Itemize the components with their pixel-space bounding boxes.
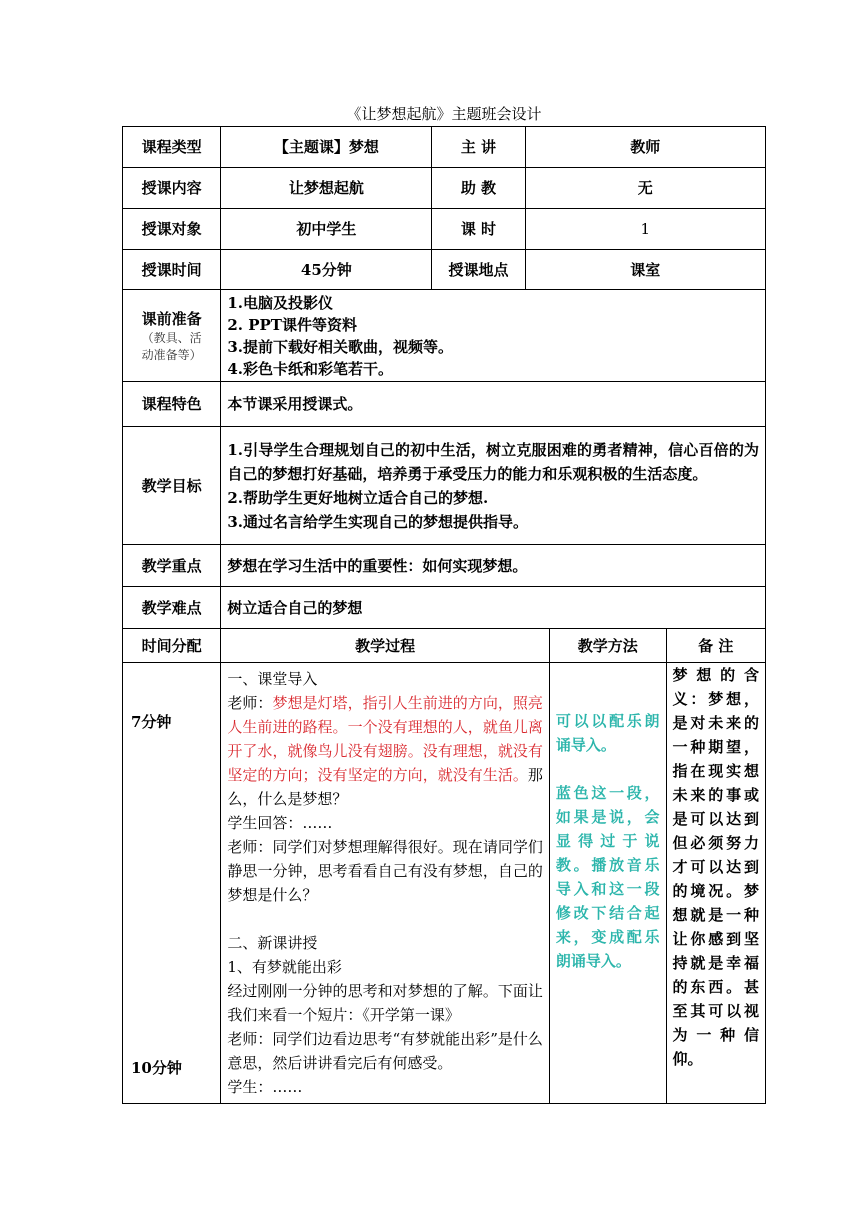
process-student-answer: 学生回答：…… [227,814,333,832]
time-allocation-cell [123,663,221,1104]
row-goals [123,427,766,545]
label-prep [123,290,221,382]
value-feature: 本节课采用授课式。 [221,382,766,427]
label-difficulty: 教学难点 [123,587,221,629]
method-note-2: 蓝色这一段，如果是说，会显得过于说教。播放音乐导入和这一段修改下结合起来，变成配乐朗诵导入。 [555,784,660,970]
value-audience: 初中学生 [221,209,432,250]
note-cell [666,663,765,1104]
time-segment-2: 10分钟 [131,1059,182,1077]
row-course-type [123,127,766,168]
label-time: 授课时间 [123,250,221,290]
value-time: 45分钟 [221,250,432,290]
row-key [123,545,766,587]
label-periods: 课 时 [432,209,525,250]
speaker-label: 老师： [227,694,273,712]
process-teacher-video: 老师：同学们边看边思考“有梦就能出彩”是什么意思，然后讲讲看完后有何感受。 [227,1030,543,1072]
value-location: 课室 [525,250,765,290]
label-course-type: 课程类型 [123,127,221,168]
row-prep [123,290,766,382]
row-process [123,663,766,1104]
highlighted-quote: 梦想是灯塔，指引人生前进的方向，照亮人生前进的路程。一个没有理想的人，就鱼儿离开了水，就像鸟儿没有翅膀。没有理想，就没有坚定的方向；没有坚定的方向，就没有生活。 [227,694,543,784]
prep-item: 3.提前下载好相关歌曲，视频等。 [227,337,454,356]
value-key: 梦想在学习生活中的重要性：如何实现梦想。 [221,545,766,587]
label-goals: 教学目标 [123,427,221,545]
label-key: 教学重点 [123,545,221,587]
row-time [123,250,766,290]
prep-item: 1.电脑及投影仪 [227,293,334,312]
value-lecturer: 教师 [525,127,765,168]
prep-item: 4.彩色卡纸和彩笔若干。 [227,359,394,378]
label-prep-sub2: 动准备等） [141,347,202,362]
process-teacher-reflect: 老师：同学们对梦想理解得很好。现在请同学们静思一分钟，思考看看自己有没有梦想，自己的梦想是什么？ [227,838,543,904]
process-video-intro: 经过刚刚一分钟的思考和对梦想的了解。下面让我们来看一个短片：《开学第一课》 [227,982,543,1024]
goal-item: 3.通过名言给学生实现自己的梦想提供指导。 [227,512,529,531]
label-audience: 授课对象 [123,209,221,250]
lesson-plan-table [122,126,766,1104]
header-method: 教学方法 [549,629,666,663]
process-heading-intro: 一、课堂导入 [227,670,318,688]
value-assistant: 无 [525,168,765,209]
document-title: 《让梦想起航》主题班会设计 [346,105,542,123]
note-text: 梦想的含义：梦想，是对未来的一种期望，指在现实想未来的事或是可以达到但必须努力才可以达到的境况。梦想就是一种让你感到坚持就是幸福的东西。甚至其可以视为一种信仰。 [672,666,759,1068]
value-difficulty: 树立适合自己的梦想 [221,587,766,629]
row-content [123,168,766,209]
process-cell [221,663,550,1104]
goal-item: 1.引导学生合理规划自己的初中生活，树立克服困难的勇者精神，信心百倍的为自己的梦想打好基础，培养勇于承受压力的能力和乐观积极的生活态度。 [227,440,759,483]
process-subheading: 1、有梦就能出彩 [227,958,342,976]
goal-item: 2.帮助学生更好地树立适合自己的梦想. [227,488,489,507]
process-student-reply: 学生：…… [227,1078,303,1096]
header-time: 时间分配 [123,629,221,663]
label-feature: 课程特色 [123,382,221,427]
row-headers [123,629,766,663]
header-note: 备 注 [666,629,765,663]
label-location: 授课地点 [432,250,525,290]
process-teacher-intro [227,691,543,811]
value-course-type: 【主题课】梦想 [221,127,432,168]
process-heading-new: 二、新课讲授 [227,934,318,952]
row-difficulty [123,587,766,629]
time-segment-1: 7分钟 [131,713,172,731]
prep-item: 2. PPT课件等资料 [227,315,357,334]
value-content: 让梦想起航 [221,168,432,209]
question-text: 那么，什么是梦想？ [227,766,543,808]
value-periods: 1 [525,209,765,250]
row-feature [123,382,766,427]
label-assistant: 助 教 [432,168,525,209]
prep-list [221,290,766,382]
label-prep-main: 课前准备 [141,309,202,328]
row-audience [123,209,766,250]
goals-list [221,427,766,545]
method-note-1: 可以以配乐朗诵导入。 [555,712,660,754]
header-process: 教学过程 [221,629,550,663]
label-prep-sub1: （教具、活 [141,330,202,345]
label-content: 授课内容 [123,168,221,209]
method-cell [549,663,666,1104]
label-lecturer: 主 讲 [432,127,525,168]
